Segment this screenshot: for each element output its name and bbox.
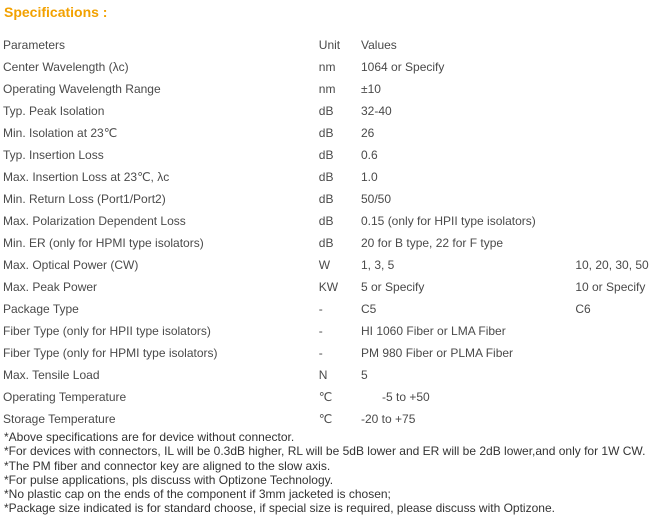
unit-cell: ℃ bbox=[318, 412, 333, 426]
param-cell: Typ. Peak Isolation bbox=[3, 104, 105, 118]
table-row bbox=[0, 100, 651, 122]
param-cell: Fiber Type (only for HPMI type isolators) bbox=[3, 346, 218, 360]
unit-cell: dB bbox=[318, 192, 334, 206]
param-cell: Max. Insertion Loss at 23℃, λc bbox=[3, 170, 170, 184]
param-cell: Center Wavelength (λc) bbox=[3, 60, 129, 74]
value2-cell bbox=[572, 166, 651, 188]
value-cell: 50/50 bbox=[361, 192, 392, 206]
param-cell: Min. Return Loss (Port1/Port2) bbox=[3, 192, 166, 206]
unit-cell: - bbox=[318, 346, 323, 360]
value2-cell bbox=[572, 210, 651, 232]
value-cell: 5 bbox=[361, 368, 368, 382]
value-cell: HI 1060 Fiber or LMA Fiber bbox=[361, 324, 506, 338]
value-cell: 1.0 bbox=[361, 170, 378, 184]
value2-cell bbox=[572, 100, 651, 122]
unit-cell: - bbox=[318, 324, 323, 338]
value2-cell bbox=[572, 188, 651, 210]
value2-cell bbox=[572, 34, 651, 56]
param-cell: Package Type bbox=[3, 302, 79, 316]
value2-cell: C6 bbox=[575, 302, 591, 316]
value-cell: -20 to +75 bbox=[361, 412, 416, 426]
unit-cell: nm bbox=[318, 60, 336, 74]
unit-cell: ℃ bbox=[318, 390, 333, 404]
param-cell: Max. Optical Power (CW) bbox=[3, 258, 139, 272]
unit-cell: nm bbox=[318, 82, 336, 96]
value2-cell bbox=[572, 320, 651, 342]
table-row bbox=[0, 144, 651, 166]
table-row bbox=[0, 166, 651, 188]
table-row bbox=[0, 364, 651, 386]
value2-cell: 10, 20, 30, 50 bbox=[575, 258, 649, 272]
param-cell: Max. Polarization Dependent Loss bbox=[3, 214, 186, 228]
unit-cell: - bbox=[318, 302, 323, 316]
specifications-table bbox=[0, 34, 651, 430]
notes-list bbox=[4, 430, 651, 516]
table-row bbox=[0, 56, 651, 78]
table-row bbox=[0, 298, 651, 320]
value2-cell bbox=[572, 232, 651, 254]
note-line: *For devices with connectors, IL will be 0.3dB higher, RL will be 5dB lower and ER will be 2dB lower,and only for 1W CW. bbox=[4, 444, 646, 459]
table-row bbox=[0, 232, 651, 254]
table-row bbox=[0, 78, 651, 100]
unit-cell: W bbox=[318, 258, 331, 272]
table-row bbox=[0, 276, 651, 298]
param-cell: Storage Temperature bbox=[3, 412, 116, 426]
value-cell: PM 980 Fiber or PLMA Fiber bbox=[361, 346, 514, 360]
unit-cell: dB bbox=[318, 214, 334, 228]
unit-cell: Unit bbox=[318, 38, 341, 52]
param-cell: Operating Wavelength Range bbox=[3, 82, 161, 96]
note-line: *For pulse applications, pls discuss with Optizone Technology. bbox=[4, 472, 334, 487]
value2-cell: 10 or Specify bbox=[575, 280, 646, 294]
value-cell: 32-40 bbox=[361, 104, 392, 118]
unit-cell: dB bbox=[318, 148, 334, 162]
table-row bbox=[0, 386, 651, 408]
param-cell: Min. Isolation at 23℃ bbox=[3, 126, 118, 140]
table-row bbox=[0, 210, 651, 232]
value-cell: 20 for B type, 22 for F type bbox=[361, 236, 504, 250]
table-row bbox=[0, 408, 651, 430]
specifications-heading: Specifications : bbox=[4, 4, 108, 20]
unit-cell: KW bbox=[318, 280, 339, 294]
param-cell: Max. Peak Power bbox=[3, 280, 98, 294]
table-header-row bbox=[0, 34, 651, 56]
value2-cell bbox=[572, 342, 651, 364]
unit-cell: dB bbox=[318, 126, 334, 140]
value-cell: -5 to +50 bbox=[382, 390, 430, 404]
value-cell: 0.6 bbox=[361, 148, 378, 162]
value-cell: 1064 or Specify bbox=[361, 60, 445, 74]
table-row bbox=[0, 188, 651, 210]
value-cell: 5 or Specify bbox=[361, 280, 425, 294]
value2-cell bbox=[572, 122, 651, 144]
value2-cell bbox=[572, 386, 651, 408]
table-row bbox=[0, 342, 651, 364]
param-cell: Operating Temperature bbox=[3, 390, 127, 404]
value-cell: C5 bbox=[361, 302, 377, 316]
note-line: *No plastic cap on the ends of the component if 3mm jacketed is chosen; bbox=[4, 487, 391, 502]
value-cell: 0.15 (only for HPII type isolators) bbox=[361, 214, 536, 228]
unit-cell: N bbox=[318, 368, 328, 382]
param-cell: Parameters bbox=[3, 38, 66, 52]
unit-cell: dB bbox=[318, 170, 334, 184]
value2-cell bbox=[572, 78, 651, 100]
unit-cell: dB bbox=[318, 236, 334, 250]
value2-cell bbox=[572, 364, 651, 386]
param-cell: Fiber Type (only for HPII type isolators) bbox=[3, 324, 211, 338]
table-row bbox=[0, 122, 651, 144]
value2-cell bbox=[572, 144, 651, 166]
value-cell: Values bbox=[361, 38, 397, 52]
table-row bbox=[0, 320, 651, 342]
param-cell: Min. ER (only for HPMI type isolators) bbox=[3, 236, 204, 250]
note-line: *The PM fiber and connector key are aligned to the slow axis. bbox=[4, 458, 331, 473]
value-cell: 26 bbox=[361, 126, 375, 140]
value-cell: 1, 3, 5 bbox=[361, 258, 395, 272]
table-row bbox=[0, 254, 651, 276]
param-cell: Max. Tensile Load bbox=[3, 368, 100, 382]
unit-cell: dB bbox=[318, 104, 334, 118]
note-line: *Above specifications are for device without connector. bbox=[4, 430, 295, 444]
value2-cell bbox=[572, 408, 651, 430]
value2-cell bbox=[572, 56, 651, 78]
value-cell: ±10 bbox=[361, 82, 381, 96]
param-cell: Typ. Insertion Loss bbox=[3, 148, 104, 162]
note-line: *Package size indicated is for standard choose, if special size is required, please discuss with Optizone. bbox=[4, 501, 555, 516]
